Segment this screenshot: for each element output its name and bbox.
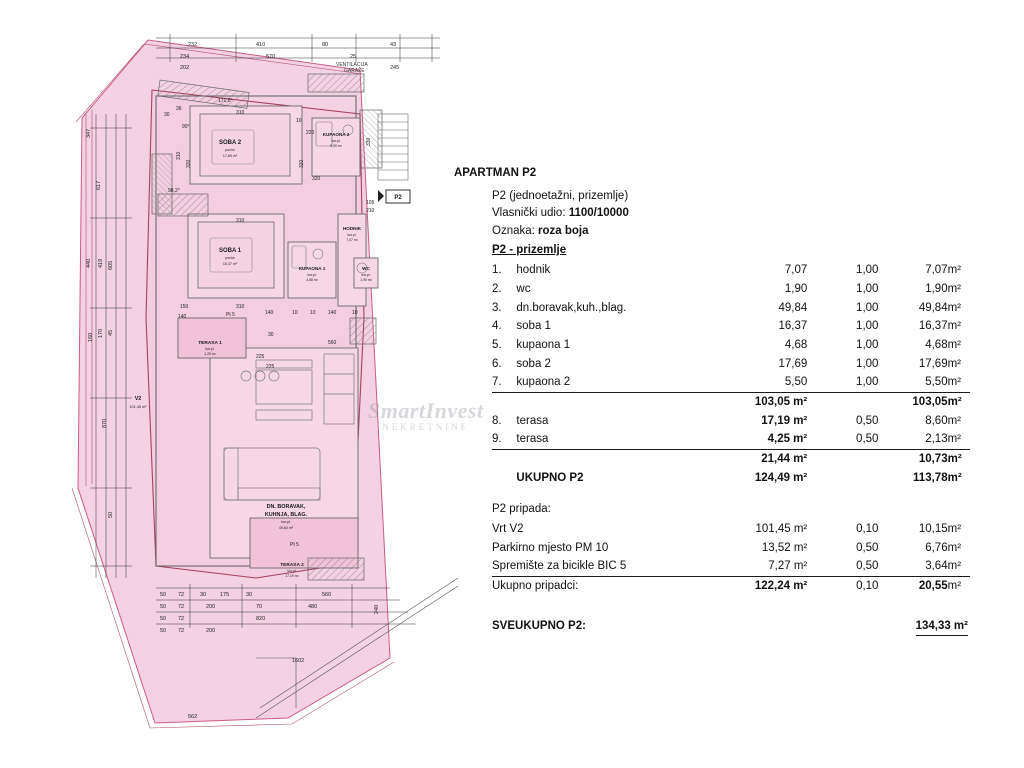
- svg-text:49,84 m²: 49,84 m²: [278, 526, 294, 530]
- table-row: [492, 430, 970, 449]
- row-result: 5,50: [878, 373, 947, 392]
- row-area: 5,50: [720, 373, 807, 392]
- svg-text:Pt 5: Pt 5: [226, 312, 235, 318]
- svg-text:TERASA 1: TERASA 1: [198, 341, 222, 346]
- subtotal-interior-unit: m²: [947, 396, 962, 409]
- row-area: 7,27 m²: [720, 557, 807, 576]
- belongings-total-area: 122,24 m²: [754, 580, 808, 593]
- row-area: 4,68: [784, 339, 808, 352]
- ownership-share-label: Vlasnički udio:: [492, 207, 569, 220]
- svg-text:232: 232: [188, 42, 198, 48]
- row-unit: m²: [948, 430, 970, 449]
- watermark-text: SmartInvest: [368, 398, 484, 423]
- svg-text:560: 560: [328, 340, 337, 346]
- svg-text:Pt 5: Pt 5: [290, 542, 299, 548]
- svg-text:171,6°: 171,6°: [218, 98, 233, 104]
- svg-text:98,2°: 98,2°: [168, 188, 180, 194]
- svg-text:17,19 m²: 17,19 m²: [285, 574, 299, 578]
- total-p2-area: 124,49 m²: [754, 471, 808, 484]
- apartment-spec-panel: [454, 165, 992, 636]
- row-result: 10,15: [918, 523, 948, 536]
- svg-text:560: 560: [322, 592, 332, 598]
- row-name: terasa: [516, 430, 719, 449]
- row-name: Vrt V2: [492, 523, 524, 536]
- svg-text:25: 25: [350, 54, 357, 60]
- svg-text:50: 50: [160, 592, 167, 598]
- svg-text:kor.pl.: kor.pl.: [307, 273, 317, 277]
- row-area: 1,90: [784, 283, 808, 296]
- row-unit: m²: [947, 320, 962, 333]
- belongs-heading: P2 pripada:: [492, 503, 551, 516]
- svg-text:10: 10: [352, 310, 358, 316]
- svg-text:kor.pl.: kor.pl.: [347, 233, 357, 237]
- svg-text:225: 225: [266, 364, 275, 370]
- svg-text:440: 440: [86, 258, 92, 268]
- svg-text:10: 10: [296, 118, 302, 124]
- total-p2-row: [492, 469, 970, 488]
- svg-text:45: 45: [108, 329, 114, 336]
- belongings-total-unit: m²: [947, 580, 962, 593]
- row-factor: 1,00: [856, 320, 879, 333]
- row-result: 4,68: [925, 339, 948, 352]
- table-row: [492, 280, 970, 299]
- svg-text:200: 200: [206, 604, 216, 610]
- svg-text:GARAŽE: GARAŽE: [344, 68, 365, 74]
- svg-text:KUPAONA 2: KUPAONA 2: [322, 132, 350, 137]
- svg-text:kor.pl.: kor.pl.: [287, 569, 297, 573]
- row-result: 1,90: [925, 283, 948, 296]
- svg-text:V2: V2: [134, 396, 142, 402]
- row-name: kupaona 2: [516, 373, 719, 392]
- row-number: 2.: [492, 283, 502, 296]
- table-row: [492, 336, 970, 355]
- svg-text:570: 570: [266, 54, 276, 60]
- svg-text:320: 320: [299, 159, 305, 168]
- subtotal-terraces-unit: m²: [947, 453, 962, 466]
- row-result: 6,76: [925, 541, 948, 554]
- svg-text:72: 72: [178, 604, 185, 610]
- svg-text:72: 72: [178, 616, 185, 622]
- mark-value: roza boja: [538, 225, 589, 238]
- row-name: wc: [516, 283, 531, 296]
- floor-plan-drawing: [60, 18, 460, 748]
- row-area: 49,84: [778, 301, 808, 314]
- belongings-total-result: 20,55: [918, 580, 948, 593]
- svg-text:617: 617: [96, 180, 102, 190]
- table-row: [492, 299, 970, 318]
- svg-text:210: 210: [366, 208, 375, 214]
- svg-text:30: 30: [246, 592, 253, 598]
- svg-text:DN. BORAVAK,: DN. BORAVAK,: [266, 504, 306, 510]
- table-row: [492, 520, 970, 539]
- row-name: terasa: [516, 414, 549, 427]
- svg-text:pov/w: pov/w: [225, 148, 235, 152]
- svg-text:480: 480: [308, 604, 318, 610]
- svg-text:72: 72: [178, 628, 185, 634]
- svg-text:HODNIK: HODNIK: [342, 226, 362, 231]
- svg-text:4,68 m²: 4,68 m²: [306, 278, 318, 282]
- svg-text:140: 140: [328, 310, 337, 316]
- room-schedule-table: [492, 261, 970, 487]
- svg-text:KUPAONA 1: KUPAONA 1: [298, 266, 326, 271]
- row-name: kupaona 1: [516, 339, 571, 352]
- svg-text:310: 310: [236, 110, 245, 116]
- row-factor: 0,10: [856, 523, 879, 536]
- belongings-table: [492, 520, 970, 596]
- row-unit: m²: [947, 357, 962, 370]
- row-factor: 1,00: [856, 264, 879, 277]
- subtotal-interior-area: 103,05 m²: [754, 396, 808, 409]
- belongings-total-row: [492, 577, 970, 596]
- row-name: Spremište za bicikle BIC 5: [492, 557, 720, 576]
- svg-text:7,07 m²: 7,07 m²: [346, 238, 358, 242]
- table-row: [492, 539, 970, 558]
- row-result: 2,13: [878, 430, 947, 449]
- svg-text:310: 310: [236, 304, 245, 310]
- svg-text:870: 870: [102, 418, 108, 428]
- svg-text:101,45 m²: 101,45 m²: [129, 405, 147, 409]
- svg-text:245: 245: [390, 65, 400, 71]
- row-area: 13,52 m²: [761, 541, 808, 554]
- table-row: [492, 261, 970, 280]
- row-name: soba 1: [516, 320, 551, 333]
- svg-text:140: 140: [265, 310, 274, 316]
- row-name: Parkirno mjesto PM 10: [492, 541, 609, 554]
- row-unit: m²: [947, 414, 962, 427]
- svg-text:320: 320: [186, 159, 192, 168]
- svg-text:36: 36: [176, 106, 182, 112]
- svg-text:310: 310: [236, 218, 245, 224]
- row-number: 5.: [492, 339, 502, 352]
- svg-text:16,37 m²: 16,37 m²: [222, 262, 238, 266]
- svg-text:330: 330: [366, 137, 372, 146]
- svg-text:225: 225: [256, 354, 265, 360]
- belongings-total-factor: 0,10: [856, 580, 879, 593]
- subtotal-interior-result: 103,05: [912, 396, 948, 409]
- svg-text:820: 820: [256, 616, 266, 622]
- svg-text:175: 175: [220, 592, 230, 598]
- svg-text:30: 30: [164, 112, 170, 118]
- subtotal-interior-row: [492, 393, 970, 412]
- row-factor: 1,00: [856, 283, 879, 296]
- svg-text:kor.pl.: kor.pl.: [331, 139, 341, 143]
- svg-text:30: 30: [268, 332, 274, 338]
- svg-text:SOBA 1: SOBA 1: [218, 248, 242, 254]
- row-number: 4.: [492, 320, 502, 333]
- svg-text:4,25 m²: 4,25 m²: [204, 352, 216, 356]
- row-result: 8,60: [925, 414, 948, 427]
- table-row: [492, 317, 970, 336]
- spec-type-line: P2 (jednoetažni, prizemlje): [492, 189, 629, 202]
- svg-text:1,90 m²: 1,90 m²: [360, 278, 372, 282]
- table-row: [492, 412, 970, 431]
- row-unit: m²: [947, 301, 962, 314]
- watermark: [368, 398, 484, 432]
- grand-total-value: 134,33 m²: [916, 618, 968, 637]
- row-name: dn.boravak,kuh.,blag.: [516, 301, 627, 314]
- spec-subheading: P2 - prizemlje: [492, 243, 567, 256]
- svg-text:562: 562: [188, 714, 198, 720]
- svg-text:kor.pl.: kor.pl.: [361, 273, 371, 277]
- row-unit: m²: [948, 373, 970, 392]
- row-factor: 1,00: [807, 373, 878, 392]
- svg-text:90°: 90°: [182, 124, 190, 130]
- svg-text:234: 234: [180, 54, 190, 60]
- svg-text:72: 72: [178, 592, 185, 598]
- svg-text:kor.pl.: kor.pl.: [281, 520, 291, 524]
- total-p2-result: 113,78: [913, 471, 948, 484]
- row-factor: 1,00: [856, 357, 879, 370]
- svg-text:200: 200: [206, 628, 216, 634]
- svg-text:50: 50: [160, 604, 167, 610]
- row-factor: 1,00: [856, 339, 879, 352]
- svg-text:WC: WC: [362, 266, 370, 271]
- svg-text:VENTILACIJA: VENTILACIJA: [336, 62, 368, 68]
- spec-title: APARTMAN P2: [454, 167, 537, 179]
- svg-text:30: 30: [200, 592, 207, 598]
- svg-text:TERASA 2: TERASA 2: [280, 563, 304, 568]
- svg-text:419: 419: [98, 258, 104, 268]
- svg-text:310: 310: [176, 151, 182, 160]
- row-unit: m²: [947, 339, 962, 352]
- row-factor: 0,50: [856, 541, 879, 554]
- subtotal-terraces-row: [492, 450, 970, 469]
- total-p2-unit: m²: [947, 471, 962, 484]
- svg-text:202: 202: [180, 65, 190, 71]
- row-unit: m²: [947, 541, 962, 554]
- row-unit: m²: [947, 264, 962, 277]
- row-unit: m²: [947, 283, 962, 296]
- svg-text:50: 50: [160, 628, 167, 634]
- svg-text:10: 10: [292, 310, 298, 316]
- svg-text:10: 10: [310, 310, 316, 316]
- row-name: soba 2: [516, 357, 551, 370]
- ownership-share-value: 1100/10000: [568, 207, 629, 220]
- row-result: 49,84: [918, 301, 948, 314]
- row-area: 17,69: [778, 357, 808, 370]
- row-factor: 0,50: [807, 430, 878, 449]
- svg-text:410: 410: [256, 42, 266, 48]
- row-area: 17,19 m²: [761, 414, 808, 427]
- row-number: 9.: [492, 430, 516, 449]
- spec-mark: [492, 223, 992, 240]
- svg-text:140: 140: [178, 314, 187, 320]
- table-row: [492, 355, 970, 374]
- row-result: 17,69: [918, 357, 948, 370]
- row-result: 7,07: [925, 264, 948, 277]
- svg-text:170: 170: [98, 328, 104, 338]
- row-area: 101,45 m²: [755, 523, 808, 536]
- row-result: 16,37: [918, 320, 948, 333]
- belongings-total-label: Ukupno pripadci:: [492, 580, 579, 593]
- svg-text:605: 605: [108, 260, 114, 270]
- row-factor: 0,50: [807, 557, 878, 576]
- watermark-subtext: NEKRETNINE: [382, 422, 470, 432]
- svg-text:17,69 m²: 17,69 m²: [222, 154, 238, 158]
- grand-total-label: SVEUKUPNO P2:: [492, 619, 586, 632]
- svg-text:50: 50: [160, 616, 167, 622]
- svg-text:50: 50: [108, 511, 114, 518]
- svg-text:kor.pl.: kor.pl.: [205, 347, 215, 351]
- row-number: 6.: [492, 357, 502, 370]
- row-result: 3,64: [878, 557, 947, 576]
- total-p2-label: UKUPNO P2: [516, 471, 584, 484]
- subtotal-terraces-area: 21,44 m²: [761, 453, 808, 466]
- svg-text:70: 70: [256, 604, 263, 610]
- row-area: 16,37: [778, 320, 808, 333]
- row-area: 4,25 m²: [720, 430, 807, 449]
- grand-total: [492, 618, 992, 636]
- svg-text:1602: 1602: [292, 658, 305, 664]
- row-number: 8.: [492, 414, 502, 427]
- svg-text:320: 320: [312, 176, 321, 182]
- row-number: 3.: [492, 301, 502, 314]
- svg-text:KUHNJA, BLAG.: KUHNJA, BLAG.: [264, 512, 308, 518]
- table-row: [492, 373, 970, 392]
- svg-text:pov/w: pov/w: [225, 256, 235, 260]
- row-name: hodnik: [516, 264, 551, 277]
- svg-text:105: 105: [366, 200, 375, 206]
- row-area: 7,07: [784, 264, 808, 277]
- svg-text:150: 150: [180, 304, 189, 310]
- svg-text:220: 220: [306, 130, 315, 136]
- subtotal-terraces-result: 10,73: [918, 453, 948, 466]
- svg-text:240: 240: [374, 604, 380, 614]
- svg-text:5,50 m²: 5,50 m²: [330, 144, 342, 148]
- svg-text:160: 160: [88, 332, 94, 342]
- svg-text:P2: P2: [394, 195, 402, 201]
- row-unit: m²: [948, 557, 970, 576]
- svg-text:80: 80: [322, 42, 329, 48]
- row-factor: 0,50: [856, 414, 879, 427]
- table-row: [492, 557, 970, 576]
- svg-text:SOBA 2: SOBA 2: [218, 140, 242, 146]
- row-unit: m²: [947, 523, 962, 536]
- svg-text:347: 347: [86, 128, 92, 138]
- row-number: 1.: [492, 264, 502, 277]
- svg-text:43: 43: [390, 42, 397, 48]
- row-factor: 1,00: [856, 301, 879, 314]
- mark-label: Oznaka:: [492, 225, 539, 238]
- row-number: 7.: [492, 373, 516, 392]
- spec-ownership-share: [492, 205, 992, 222]
